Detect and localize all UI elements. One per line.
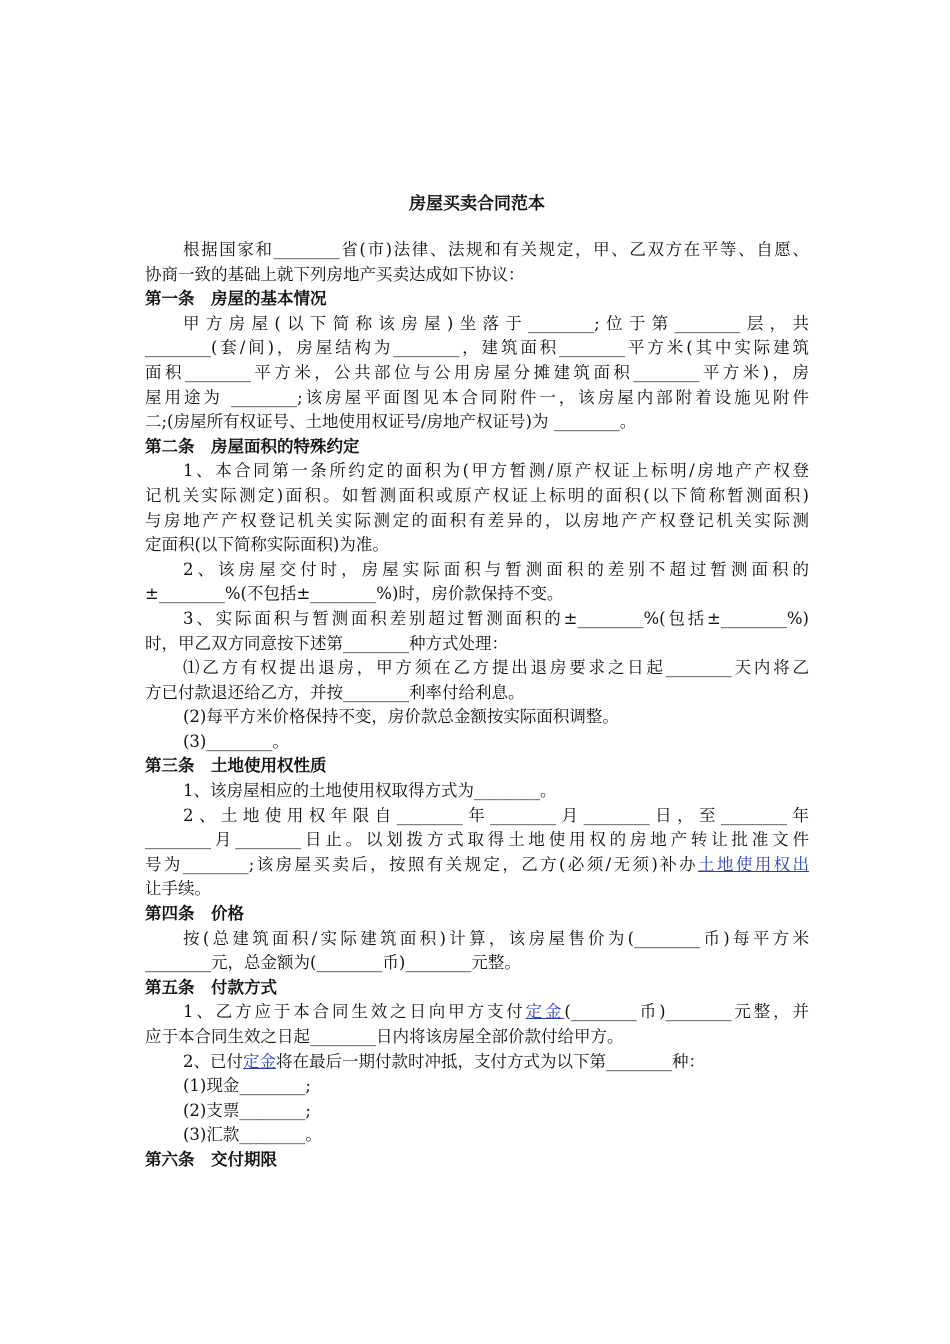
paragraph-line: 时，甲乙双方同意按下述第________种方式处理： (145, 633, 508, 653)
section-heading: 第一条 房屋的基本情况 (145, 289, 327, 309)
paragraph-line: 二;(房屋所有权证号、土地使用权证号/房地产权证号)为 ________。 (145, 412, 637, 432)
section-heading: 第二条 房屋面积的特殊约定 (145, 436, 360, 456)
paragraph-line: 应于本合同生效之日起________日内将该房屋全部价款付给甲方。 (145, 1027, 624, 1046)
paragraph-line: 1、本合同第一条所约定的面积为(甲方暂测/原产权证上标明/房地产产权登 (183, 461, 809, 481)
document-title: 房屋买卖合同范本 (409, 194, 545, 214)
section-heading: 第五条 付款方式 (145, 977, 277, 997)
paragraph-line: ±________%(不包括±________%)时，房价款保持不变。 (145, 584, 564, 604)
paragraph-line: (3)________。 (183, 731, 289, 751)
paragraph-line: 2、该房屋交付时，房屋实际面积与暂测面积的差别不超过暂测面积的 (183, 559, 809, 579)
section-heading: 第三条 土地使用权性质 (145, 756, 327, 776)
deposit-link[interactable]: 定金 (243, 1051, 276, 1071)
paragraph-line: ________(套/间)，房屋结构为________，建筑面积________平方米(其中实际建筑 (145, 338, 809, 358)
paragraph-line: 2、已付定金将在最后一期付款时冲抵，支付方式为以下第________种： (183, 1051, 705, 1071)
paragraph-line: 协商一致的基础上就下列房地产买卖达成如下协议： (145, 264, 525, 284)
document-body (145, 238, 809, 1173)
paragraph-line: (3)汇款________。 (183, 1125, 322, 1145)
land-use-right-transfer-link[interactable]: 土地使用权出 (698, 854, 809, 874)
paragraph-line: 根据国家和________省(市)法律、法规和有关规定，甲、乙双方在平等、自愿、 (183, 240, 809, 259)
paragraph-line: 定面积(以下简称实际面积)为准。 (145, 535, 389, 555)
paragraph-line: ________元，总金额为(________币)________元整。 (145, 953, 521, 973)
paragraph-line: 与房地产产权登记机关实际测定的面积有差异的，以房地产产权登记机关实际测 (145, 510, 809, 530)
paragraph-line: 记机关实际测定)面积。如暂测面积或原产权证上标明的面积(以下简称暂测面积) (145, 485, 809, 505)
paragraph-line: 按(总建筑面积/实际建筑面积)计算，该房屋售价为(________币)每平方米 (183, 928, 809, 948)
deposit-link[interactable]: 定金 (525, 1002, 565, 1022)
paragraph-line: 甲方房屋(以下简称该房屋)坐落于________;位于第________层，共 (183, 313, 809, 333)
paragraph-line: 屋用途为 ________;该房屋平面图见本合同附件一，该房屋内部附着设施见附件 (145, 387, 809, 407)
section-heading: 第六条 交付期限 (145, 1149, 277, 1169)
paragraph-line: 方已付款退还给乙方，并按________利率付给利息。 (145, 682, 525, 702)
paragraph-line: 1、乙方应于本合同生效之日向甲方支付定金(________币)________元整，并 (183, 1002, 809, 1022)
paragraph-line: ________月________日止。以划拨方式取得土地使用权的房地产转让批准文件 (145, 830, 809, 850)
paragraph-line: 面积________平方米，公共部位与公用房屋分摊建筑面积________平方米)，房 (145, 362, 809, 382)
paragraph-line: 1、该房屋相应的土地使用权取得方式为________。 (183, 781, 557, 801)
paragraph-line: (1)现金________; (183, 1076, 311, 1096)
paragraph-line: ⑴乙方有权提出退房，甲方须在乙方提出退房要求之日起________天内将乙 (183, 658, 809, 678)
section-heading: 第四条 价格 (145, 904, 244, 924)
paragraph-line: 号为________;该房屋买卖后，按照有关规定，乙方(必须/无须)补办土地使用权出 (145, 854, 809, 874)
paragraph-line: 3、实际面积与暂测面积差别超过暂测面积的±________%(包括±________%) (183, 608, 809, 628)
paragraph-line: (2)每平方米价格保持不变，房价款总金额按实际面积调整。 (183, 707, 619, 727)
paragraph-line: 2、土地使用权年限自________年________月________日，至________年 (183, 805, 809, 825)
paragraph-line: (2)支票________; (183, 1100, 311, 1120)
paragraph-line: 让手续。 (145, 879, 211, 899)
